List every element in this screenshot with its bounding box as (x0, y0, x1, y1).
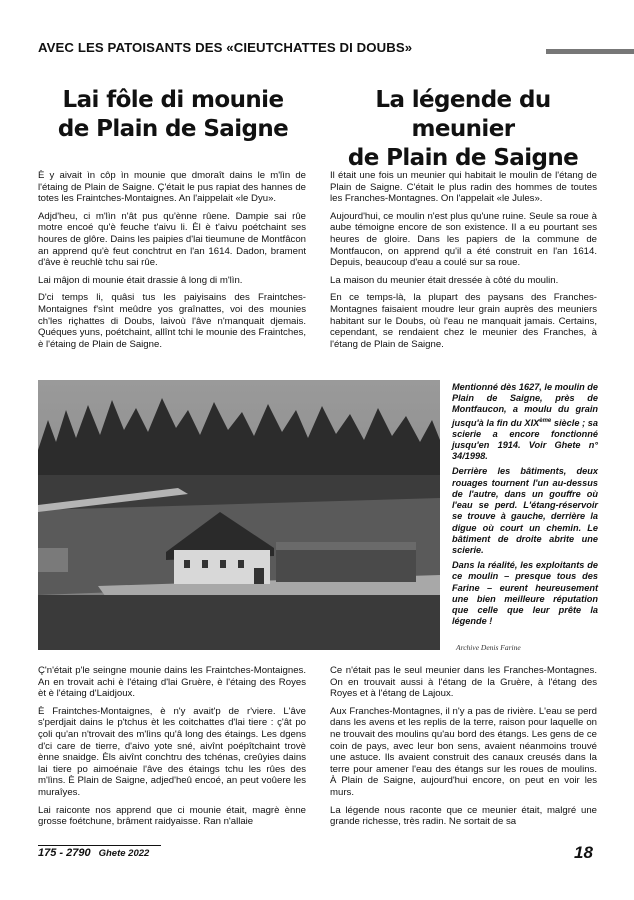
french-column-bottom (330, 665, 597, 834)
caption-paragraph (452, 382, 598, 462)
section-header (38, 40, 598, 60)
french-paragraph: Aux Franches-Montagnes, il n'y a pas de rivière. L'eau se perd dans les avens et les replis de la terre, raison pour laquelle on ne trouvait des moulins qu'au bord des étangs. Les gens de ce coin de pays, avec leur bon sens, avaient néanmoins trouvé une astuce. Ils avaient construit des canaux creusés dans la terre pour amener l'eau des étangs sur les roues de moulins. À Plain de Saigne, aujourd'hui encore, on peut en voir les murs. (330, 705, 597, 798)
patois-column-top (38, 170, 306, 356)
caption-text: siècle ; sa scierie a encore fonctionné jusqu'en 1914. Voir Ghete n° 34/1998. (452, 417, 598, 462)
caption-text: Mentionné dès 1627, le moulin de Plain de Saigne, près de Montfaucon, a moulu du grain jusqu'à la fin du XIX (452, 382, 599, 428)
french-paragraph: Ce n'était pas le seul meunier dans les Franches-Montagnes. On en trouvait aussi à l'étang de la Gruère, à l'étang des Royes et à l'étang de Lajoux. (330, 665, 597, 700)
footer-reference (38, 847, 149, 859)
french-paragraph: Il était une fois un meunier qui habitait le moulin de l'étang de Plain de Saigne. C'était le plus radin des hommes de toutes les Franches-Montagnes. On l'appelait «le Jules». (330, 170, 597, 205)
footer-issue: Ghete 2022 (98, 848, 150, 859)
patois-title-line2: de Plain de Saigne (57, 116, 289, 142)
patois-title (38, 86, 308, 144)
section-kicker: AVEC LES PATOISANTS DES «CIEUTCHATTES DI DOUBS» (38, 40, 413, 55)
caption-paragraph: Derrière les bâtiments, deux rouages tournent l'un au-dessus de l'autre, dans un gouffre où l'eau se perd. L'étang-réservoir se trouve à gauche, derrière la digue où court un chemin. Le bâtiment de droite abrite une scierie. (452, 466, 598, 555)
photo-caption (452, 382, 598, 631)
patois-column-bottom (38, 665, 306, 834)
french-title-line2: de Plain de Saigne (347, 145, 579, 171)
french-paragraph: La légende nous raconte que ce meunier était, malgré une grande richesse, très radin. Ne sortait de sa (330, 804, 597, 828)
mill-photo-illustration (38, 380, 440, 650)
patois-title-line1: Lai fôle di mounie (62, 87, 284, 113)
patois-paragraph: D'ci temps li, quâsi tus les paiyisains des Fraintches-Montaignes f'sìnt meûdre yos graînattes, voi des mounies ch'les riçhattes di Doubs, laivoù l'âve n'manquait djemais. Quéques yuns, poétchaint, allînt tchi le mounie des Fraintches, è l'étaing de Plain de Saigne. (38, 292, 306, 350)
caption-superscript: ème (539, 417, 552, 424)
photo-credit: Archive Denis Farine (456, 643, 521, 652)
french-paragraph: Aujourd'hui, ce moulin n'est plus qu'une ruine. Seule sa roue à aube témoigne encore de son existence. Il a eu pourtant ses heures de gloire. Dans les papiers de la commune de Montfaucon, on apprend qu'il a été construit en l'an 1614. Depuis, beaucoup d'eau a coulé sur sa roue. (330, 210, 597, 269)
patois-paragraph: È y aivait ìn côp ìn mounie que dmoraît dains le m'lìn de l'étaing de Plain de Saigne. Ç'était le pus rapiat des hannes de totes les Fraintches-Montaignes. An l'aippelait «le Dyu». (38, 170, 306, 205)
patois-paragraph: Lai mâjon di mounie était drassie â long di m'lìn. (38, 274, 243, 286)
header-rule (546, 49, 634, 54)
patois-paragraph: Lai raiconte nos apprend que ci mounie était, magrè ènne grosse foétchune, brâment raidyaisse. Ran n'allaie (38, 804, 306, 828)
page-number: 18 (574, 843, 593, 862)
french-paragraph: En ce temps-là, la plupart des paysans des Franches-Montagnes faisaient moudre leur grain auprès des meuniers habitant sur le Doubs, où l'eau ne manquait jamais. Certains, cependant, se rendaient chez le meunier des Franches, à l'étang de Plain de Saigne. (330, 292, 597, 350)
french-paragraph: La maison du meunier était dressée à côté du moulin. (330, 274, 559, 286)
footer-rule (38, 845, 161, 846)
footer-number: 175 - 2790 (38, 847, 91, 859)
french-column-top (330, 170, 597, 356)
patois-paragraph: Ç'n'était p'le seingne mounie dains les Fraintches-Montaignes. An en trovait achi è l'étaing d'lai Gruère, è l'étaing des Royes èt è l'étaing d'Laidjoux. (38, 665, 306, 700)
french-title-line1: La légende du meunier (375, 87, 551, 142)
french-title (323, 86, 603, 173)
patois-paragraph: È Fraintches-Montaignes, è n'y avait'p de r'viere. L'âve s'perdjait dains le p'tchus èt les coitchattes d'lai tiere : ç'ât po çoli qu'an n'trovait des m'lìns qu'â long des étaings. Les dgens d'ci care de tierre, d'aivo yote sné, aivînt poépîtchaint trovè ènne snaidge. Èls aivînt conchtru des tchénas, creûyies dains lai tiere po aimoénaie l'âve des étaings tchu les rûes des m'lìns. È Plain de Saigne, adjed'heû encoé, an peut voûere les muraîyes. (38, 705, 306, 798)
patois-paragraph: Adjd'heu, ci m'lìn n'ât pus qu'ènne rûene. Dampie sai rûe motre encoé qu'è feuche t'aivu li. Èl è t'aivu poétchaint ses houres de glôre. Dains les paipies d'lai tieumune de Montfâcon an apprend qu'è feut conchtrut en l'an 1614. Dadon, brament d'âve è reuchlè tchu sai rûe. (38, 210, 306, 269)
mill-photograph (38, 380, 440, 650)
caption-paragraph: Dans la réalité, les exploitants de ce moulin – presque tous des Farine – eurent heureusement une bien meilleure réputation que celle que leur prête la légende ! (452, 560, 598, 627)
